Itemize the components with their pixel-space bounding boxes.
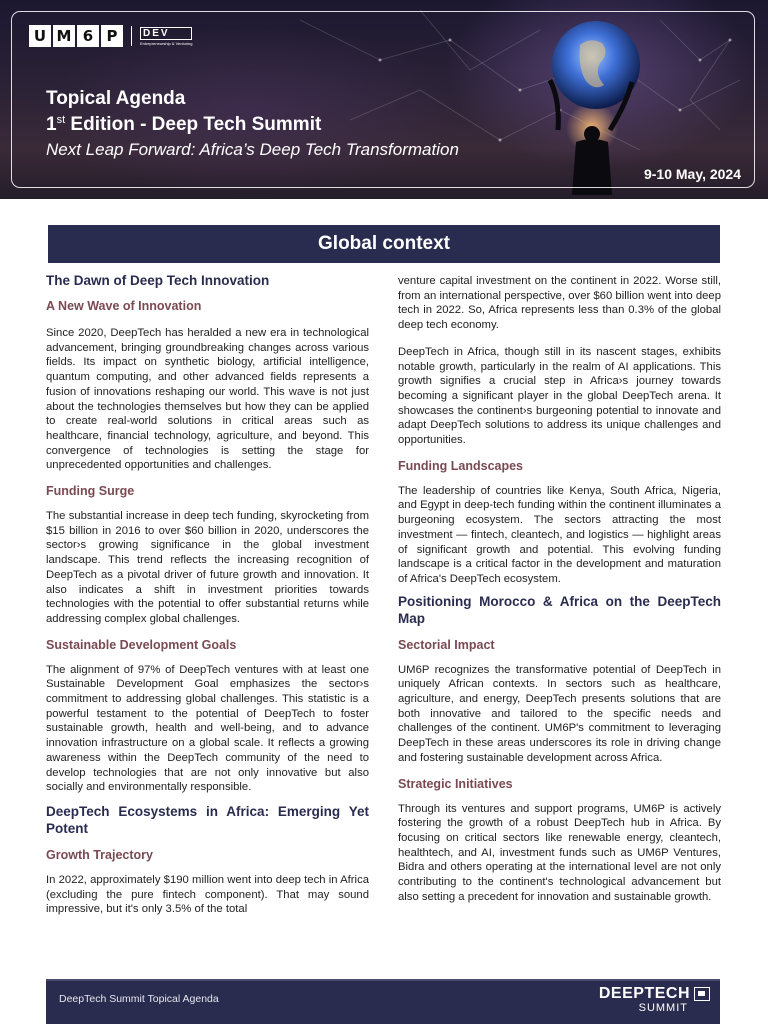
page-footer	[46, 979, 720, 1024]
paragraph-funding-landscapes: The leadership of countries like Kenya, South Africa, Nigeria, and Egypt in deep-tech funding within the continent illuminates a burgeoning ecosystem. The sectors attracting the most investment — fintech, cleantech, and logistics — highlight areas of significant growth and potential. This evolving funding landscape is a critical factor in the development and maturation of Africa's DeepTech ecosystem.	[398, 484, 721, 585]
heading-positioning: Positioning Morocco & Africa on the DeepTech Map	[398, 593, 721, 626]
paragraph-sectorial: UM6P recognizes the transformative potential of DeepTech in uniquely African contexts. In sectors such as healthcare, agriculture, and energy, DeepTech presents solutions that are both innovative and tailored to the specific needs and challenges of the continent. UM6P's commitment to leveraging DeepTech in these areas underscores its role in driving change and fostering sustainable development across Africa.	[398, 663, 721, 764]
paragraph-funding-surge: The substantial increase in deep tech funding, skyrocketing from $15 billion in 2016 to over $60 billion in 2020, underscores the sector›s growing significance in the global investment landscape. This trend reflects the increasing recognition of DeepTech as a pivotal driver of future growth and innovation. It also indicates a shift in investment priorities towards technologies with the potential to offer substantial returns while addressing complex global challenges.	[46, 510, 369, 625]
hero-edition	[46, 114, 321, 136]
paragraph-africa: DeepTech in Africa, though still in its nascent stages, exhibits notable growth, particularly in the realm of AI applications. This growth signifies a crucial step in Africa›s journey towards becoming a significant player in the global DeepTech arena. It showcases the continent›s burgeoning potential to innovate and adapt DeepTech solutions to address its unique challenges and opportunities.	[398, 345, 721, 447]
paragraph-growth: In 2022, approximately $190 million went into deep tech in Africa (excluding the pure fintech component). That may sound impressive, but it's only 3.5% of the total	[46, 873, 369, 916]
subheading-funding-surge: Funding Surge	[46, 484, 135, 499]
edition-number: 1	[46, 114, 57, 135]
hero-title: Topical Agenda	[46, 88, 186, 109]
dev-logo-text: DEV	[140, 27, 192, 40]
logo-letter: M	[53, 25, 75, 47]
hero-tagline: Next Leap Forward: Africa’s Deep Tech Transformation	[46, 140, 459, 159]
logo-letter: 6	[77, 25, 99, 47]
hero-banner	[0, 0, 768, 199]
footer-logo-big: DEEPTECH	[598, 985, 690, 1002]
footer-logo-line	[599, 986, 710, 1002]
um6p-dev-logo	[29, 25, 192, 47]
chip-icon	[694, 987, 710, 1001]
edition-name: Edition - Deep Tech Summit	[65, 114, 322, 135]
paragraph-growth-continued: venture capital investment on the continent in 2022. Worse still, from an international perspective, over $60 billion went into deep tech in 2022. So, Africa represents less than 0.3% of the global deep tech economy.	[398, 275, 721, 332]
paragraph-strategic: Through its ventures and support programs, UM6P is actively fostering the growth of a robust DeepTech hub in Africa. By focusing on critical sectors like renewable energy, cleantech, healthtech, and AI, investment funds such as UM6P Ventures, Bidra and others operating at the international level are not only contributing to the continent's technological advancement but also setting a precedent for innovation and sustainable growth.	[398, 802, 721, 903]
subheading-growth: Growth Trajectory	[46, 847, 153, 862]
paragraph-wave: Since 2020, DeepTech has heralded a new era in technological advancement, bringing groundbreaking changes across various fields. Its impact on synthetic biology, artificial intelligence, quantum computing, and other advanced fields represents a fusion of innovations reshaping our world. This wave is not just about the technologies themselves but how they can be applied to create real-world solutions in critical areas such as healthcare, financial technology, agriculture, and beyond. This convergence of technologies is setting the stage for unprecedented opportunities and challenges.	[46, 327, 369, 472]
logo-letter: U	[29, 25, 51, 47]
event-date: 9-10 May, 2024	[643, 166, 741, 182]
subheading-strategic: Strategic Initiatives	[398, 776, 513, 791]
deeptech-summit-logo	[599, 986, 710, 1014]
right-column	[398, 274, 721, 905]
subheading-sdg: Sustainable Development Goals	[46, 637, 237, 652]
logo-separator	[131, 26, 132, 46]
section-title: Global context	[48, 225, 720, 263]
left-column	[46, 272, 369, 917]
paragraph-sdg: The alignment of 97% of DeepTech ventures with at least one Sustainable Development Goal emphasizes the sector›s commitment to addressing global challenges. This statistic is a powerful testament to the potential of DeepTech to foster sustainable growth, health and well-being, and to advance innovation infrastructure on a global scale. It reflects a growing awareness within the DeepTech community of the need to develop technologies that are not only innovative but also socially and environmentally responsible.	[46, 663, 369, 794]
dev-logo-caption: Entrepreneurship & Venturing	[140, 40, 193, 46]
footer-logo-small: SUMMIT	[638, 1002, 688, 1014]
subheading-wave: A New Wave of Innovation	[46, 299, 202, 313]
heading-dawn: The Dawn of Deep Tech Innovation	[46, 273, 270, 288]
subheading-sectorial: Sectorial Impact	[398, 637, 495, 652]
footer-text: DeepTech Summit Topical Agenda	[59, 993, 219, 1005]
subheading-funding-landscapes: Funding Landscapes	[398, 458, 524, 473]
edition-ordinal: st	[56, 114, 66, 126]
um6p-logo	[29, 25, 123, 47]
dev-logo	[140, 27, 192, 46]
heading-ecosystems: DeepTech Ecosystems in Africa: Emerging Yet Potent	[46, 803, 369, 836]
logo-letter: P	[101, 25, 123, 47]
